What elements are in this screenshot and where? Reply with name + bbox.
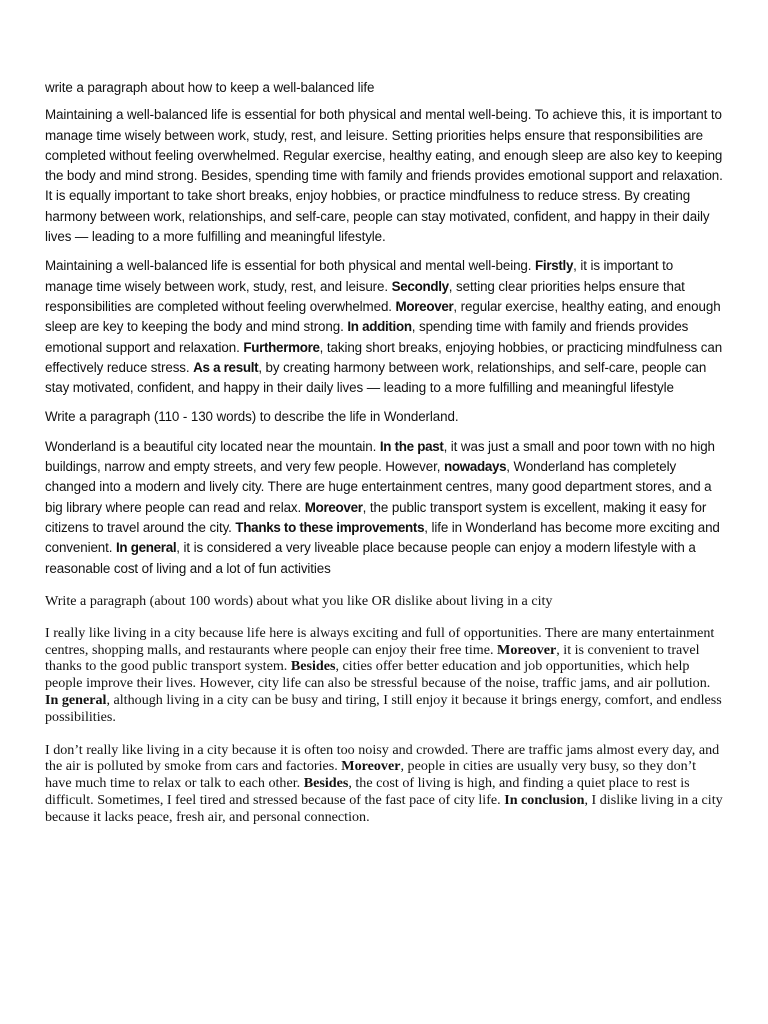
paragraph-text: I don’t really like living in a city because it is often too noisy and crowded. There are traffic jams almost every day, and the air is polluted by smoke from cars and factories. (45, 741, 720, 775)
linking-word: In addition (347, 319, 412, 335)
linking-word: Secondly (391, 278, 449, 294)
linking-word: Thanks to these improvements (235, 519, 425, 535)
linking-word: nowadays (443, 459, 507, 475)
linking-word: Firstly (535, 258, 574, 274)
paragraph-text: , it is considered a very liveable place because people can enjoy a modern lifestyle with a reasonable cost of living and a lot of fun activities (45, 540, 696, 576)
linking-word: In general (116, 540, 177, 556)
linking-word: In general (45, 692, 107, 709)
prompt-wonderland: Write a paragraph (110 - 130 words) to describe the life in Wonderland. (45, 409, 459, 425)
linking-word: In the past (379, 438, 444, 454)
paragraph-text: , regular exercise, healthy eating, and enough sleep are key to keeping the body and mind strong. (45, 298, 721, 335)
linking-word: Besides (290, 658, 336, 675)
paragraph-text: , cities offer better education and job opportunities, which help people improve their lives. However, city life can also be stressful because of the noise, traffic jams, and air pollution. (45, 658, 711, 692)
paragraph-text: , the cost of living is high, and finding a quiet place to rest is difficult. Sometimes, I feel tired and stressed because of the fast pace of city life. (45, 775, 690, 808)
linking-word: Besides (303, 775, 349, 792)
paragraph-text: , people in cities are usually very busy, so they don’t have much time to relax or talk to each other. (45, 758, 697, 792)
paragraph-text: , taking short breaks, enjoying hobbies, or practicing mindfulness can effectively reduce stress. (45, 339, 723, 375)
paragraph-text: I really like living in a city because life here is always exciting and full of opportunities. There are many entertainment centres, shopping malls, and restaurants where people can enjoy their free time. (45, 624, 715, 658)
paragraph-text: , it is important to manage time wisely between work, study, rest, and leisure. (45, 258, 674, 294)
paragraph-text: , life in Wonderland has become more exciting and convenient. (45, 519, 720, 556)
paragraph-text: , setting clear priorities helps ensure that responsibilities are completed without feeling overwhelmed. (45, 278, 685, 314)
paragraph-balanced-life-linked (45, 256, 724, 398)
paragraph-text: , the public transport system is excellent, making it easy for citizens to travel around the city. (45, 499, 707, 535)
paragraph-text: , spending time with family and friends provides emotional support and relaxation. (45, 319, 689, 355)
paragraph-text: , it was just a small and poor town with no high buildings, narrow and empty streets, and very few people. However, (45, 438, 715, 475)
prompt-balanced-life: write a paragraph about how to keep a well-balanced life (45, 80, 375, 95)
paragraph-wonderland (45, 437, 724, 579)
linking-word: Moreover (497, 641, 557, 658)
paragraph-balanced-life-plain: Maintaining a well-balanced life is essential for both physical and mental well-being. To achieve this, it is important to manage time wisely between work, study, rest, and leisure. Setting priorities helps ensure that responsibilities are completed without feeling overwhelmed. Regular exercise, healthy eating, and enough sleep are also key to keeping the body and mind strong. Besides, spending time with family and friends provides emotional support and relaxation. It is equally important to take short breaks, enjoy hobbies, or practice mindfulness to reduce stress. By creating harmony between work, relationships, and self-care, people can stay motivated, confident, and happy in their daily lives — leading to a more fulfilling and meaningful lifestyle. (45, 107, 723, 245)
linking-word: In conclusion (504, 792, 585, 808)
paragraph-text: , Wonderland has completely changed into a modern and lively city. There are huge entertainment centres, many good department stores, and a big library where people can read and relax. (45, 459, 712, 515)
linking-word: Furthermore (243, 339, 320, 355)
linking-word: Moreover (304, 499, 363, 515)
linking-word: As a result (193, 359, 259, 375)
paragraph-text: , it is convenient to travel thanks to the good public transport system. (45, 641, 700, 675)
paragraph-text: Wonderland is a beautiful city located near the mountain. (45, 438, 380, 454)
paragraph-city-dislike (45, 742, 724, 826)
linking-word: Moreover (395, 298, 454, 314)
paragraph-text: , although living in a city can be busy and tiring, I still enjoy it because it brings energy, comfort, and endless possibilities. (45, 692, 722, 725)
linking-word: Moreover (341, 758, 401, 775)
paragraph-city-like (45, 625, 724, 726)
paragraph-text: , I dislike living in a city because it lacks peace, fresh air, and personal connection. (45, 792, 723, 825)
paragraph-text: , by creating harmony between work, relationships, and self-care, people can stay motivated, confident, and happy in their daily lives — leading to a more fulfilling and meaningful lifestyle (45, 359, 707, 396)
paragraph-text: Maintaining a well-balanced life is essential for both physical and mental well-being. (45, 258, 536, 274)
prompt-city-living: Write a paragraph (about 100 words) about what you like OR dislike about living in a city (45, 592, 553, 609)
